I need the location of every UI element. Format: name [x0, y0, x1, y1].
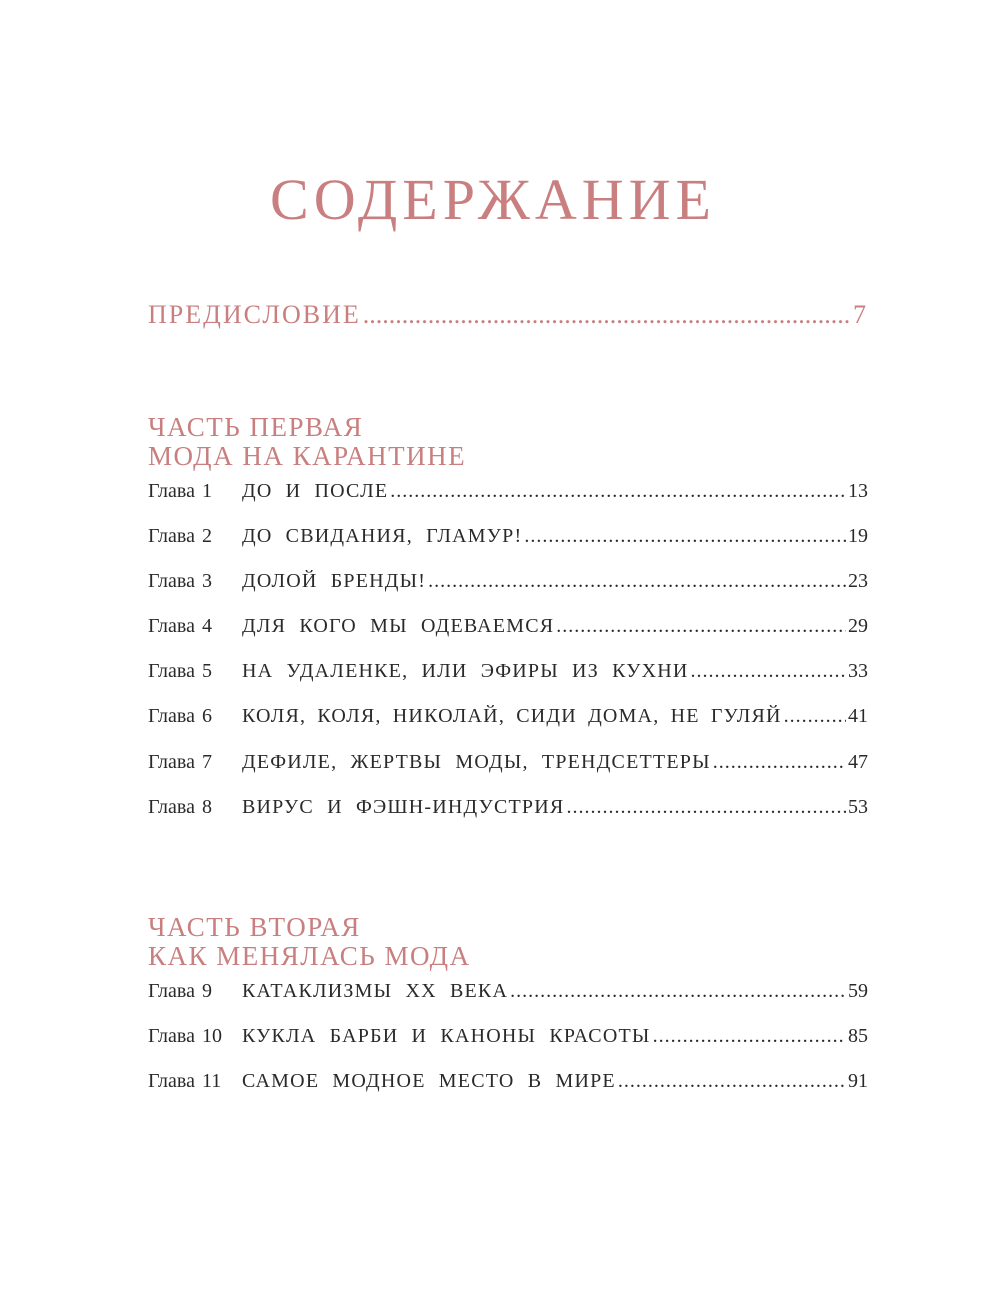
toc-entry-chapter-10[interactable] — [148, 1025, 868, 1048]
chapter-number: 1 — [202, 480, 212, 502]
part-1-label: ЧАСТЬ ПЕРВАЯ — [148, 412, 364, 442]
toc-entry-chapter-11[interactable] — [148, 1070, 868, 1093]
chapter-page-number: 29 — [848, 615, 868, 637]
chapter-page-number: 91 — [848, 1070, 868, 1092]
page-title: СОДЕРЖАНИЕ — [270, 167, 716, 232]
preface-label: ПРЕДИСЛОВИЕ — [148, 300, 361, 329]
chapter-prefix: Глава — [148, 980, 195, 1002]
chapter-number: 7 — [202, 751, 212, 773]
chapter-title: ДО И ПОСЛЕ — [242, 480, 389, 502]
toc-entry-preface[interactable] — [148, 300, 868, 330]
dot-leader — [784, 705, 846, 728]
chapter-number: 4 — [202, 615, 212, 637]
chapter-title: ВИРУС И ФЭШН-ИНДУСТРИЯ — [242, 796, 565, 818]
part-heading-1 — [148, 413, 466, 471]
chapter-prefix: Глава — [148, 705, 195, 727]
chapter-page-number: 59 — [848, 980, 868, 1002]
dot-leader — [524, 525, 846, 548]
chapter-prefix: Глава — [148, 615, 195, 637]
chapter-title: НА УДАЛЕНКЕ, ИЛИ ЭФИРЫ ИЗ КУХНИ — [242, 660, 689, 682]
part-1-title: МОДА НА КАРАНТИНЕ — [148, 441, 467, 471]
dot-leader — [428, 570, 846, 593]
chapter-title: САМОЕ МОДНОЕ МЕСТО В МИРЕ — [242, 1070, 616, 1092]
chapter-title: КОЛЯ, КОЛЯ, НИКОЛАЙ, СИДИ ДОМА, НЕ ГУЛЯЙ — [242, 705, 782, 727]
chapter-number: 10 — [202, 1025, 222, 1047]
dot-leader — [390, 480, 846, 503]
chapter-title: ДЕФИЛЕ, ЖЕРТВЫ МОДЫ, ТРЕНДСЕТТЕРЫ — [242, 751, 711, 773]
chapter-number: 11 — [202, 1070, 222, 1092]
chapter-prefix: Глава — [148, 1025, 195, 1047]
toc-entry-chapter-2[interactable] — [148, 525, 868, 548]
chapter-number: 9 — [202, 980, 212, 1002]
chapter-page-number: 85 — [848, 1025, 868, 1047]
dot-leader — [556, 615, 846, 638]
chapter-page-number: 19 — [848, 525, 868, 547]
chapter-number: 3 — [202, 570, 212, 592]
chapter-number: 5 — [202, 660, 212, 682]
dot-leader — [691, 660, 846, 683]
chapter-page-number: 23 — [848, 570, 868, 592]
dot-leader — [618, 1070, 846, 1093]
chapter-title: ДЛЯ КОГО МЫ ОДЕВАЕМСЯ — [242, 615, 555, 637]
dot-leader — [566, 796, 846, 819]
dot-leader — [653, 1025, 846, 1048]
chapter-prefix: Глава — [148, 660, 195, 682]
chapter-prefix: Глава — [148, 796, 195, 818]
chapter-title: ДОЛОЙ БРЕНДЫ! — [242, 570, 427, 592]
chapter-page-number: 33 — [848, 660, 868, 682]
dot-leader — [713, 751, 846, 774]
chapter-number: 8 — [202, 796, 212, 818]
toc-entry-chapter-3[interactable] — [148, 570, 868, 593]
dot-leader — [510, 980, 846, 1003]
part-2-label: ЧАСТЬ ВТОРАЯ — [148, 912, 361, 942]
toc-entry-chapter-8[interactable] — [148, 796, 868, 819]
toc-entry-chapter-4[interactable] — [148, 615, 868, 638]
chapter-title: КУКЛА БАРБИ И КАНОНЫ КРАСОТЫ — [242, 1025, 651, 1047]
chapter-page-number: 13 — [848, 480, 868, 502]
toc-entry-chapter-9[interactable] — [148, 980, 868, 1003]
chapter-prefix: Глава — [148, 1070, 195, 1092]
toc-entry-chapter-5[interactable] — [148, 660, 868, 683]
dot-leader — [363, 300, 851, 330]
chapter-prefix: Глава — [148, 480, 195, 502]
part-heading-2 — [148, 913, 471, 971]
chapter-number: 6 — [202, 705, 212, 727]
chapter-prefix: Глава — [148, 525, 195, 547]
chapter-title: ДО СВИДАНИЯ, ГЛАМУР! — [242, 525, 523, 547]
preface-page-number: 7 — [853, 300, 868, 329]
toc-entry-chapter-7[interactable] — [148, 751, 868, 774]
chapter-number: 2 — [202, 525, 212, 547]
part-2-title: КАК МЕНЯЛАСЬ МОДА — [148, 941, 471, 971]
chapter-prefix: Глава — [148, 751, 195, 773]
toc-entry-chapter-1[interactable] — [148, 480, 868, 503]
chapter-prefix: Глава — [148, 570, 195, 592]
chapter-page-number: 47 — [848, 751, 868, 773]
toc-entry-chapter-6[interactable] — [148, 705, 868, 728]
chapter-page-number: 41 — [848, 705, 868, 727]
chapter-page-number: 53 — [848, 796, 868, 818]
chapter-title: КАТАКЛИЗМЫ XX ВЕКА — [242, 980, 509, 1002]
